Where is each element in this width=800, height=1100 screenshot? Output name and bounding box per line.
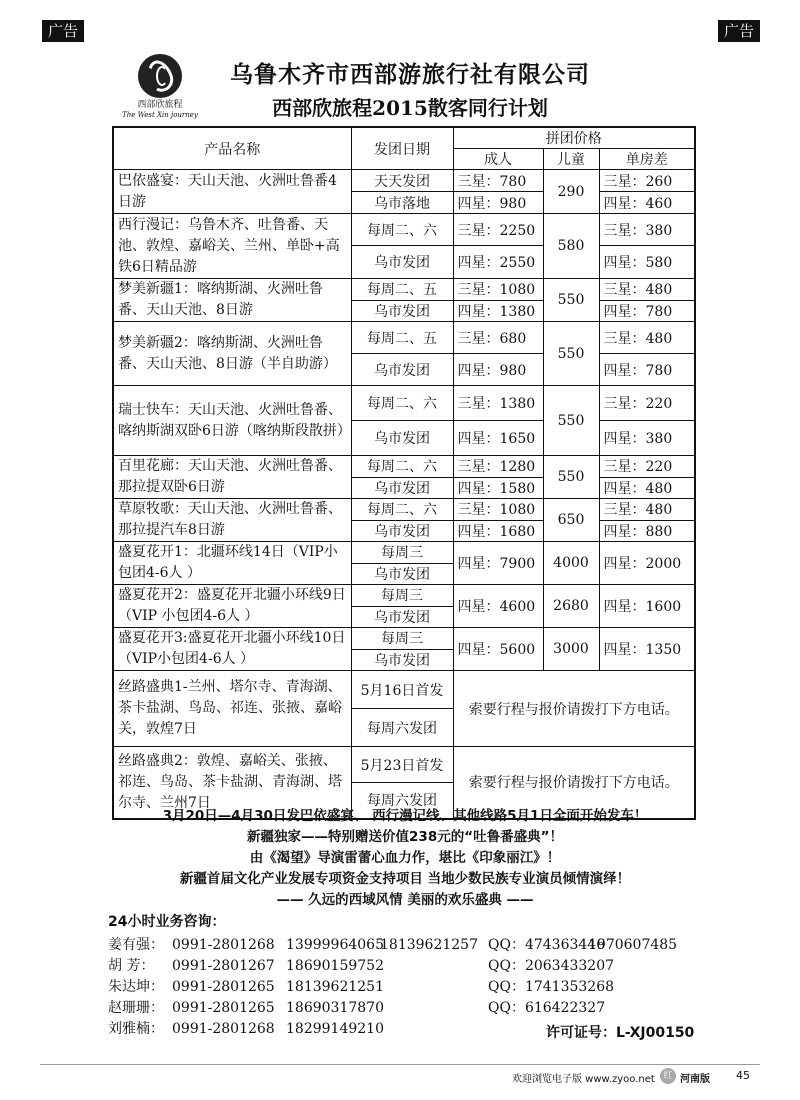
child-price: 580: [543, 214, 599, 279]
table-row: [113, 456, 695, 478]
contact-qq: QQ：2063433207: [488, 958, 615, 974]
child-price: 550: [543, 456, 599, 499]
promo-line: 新疆独家——特别赠送价值238元的“吐鲁番盛典”！: [247, 829, 563, 845]
child-price: 550: [543, 279, 599, 322]
adult-price-4star: 四星：5600: [453, 628, 543, 671]
adult-price-4star: 四星：980: [453, 354, 543, 386]
contact-mobile: 18690159752: [286, 958, 384, 974]
adult-price-4star: 四星：1380: [453, 300, 543, 322]
ad-label-left: 广告: [42, 20, 84, 42]
single-supplement-3star: 三星：260: [599, 170, 695, 192]
adult-price-4star: 四星：1650: [453, 421, 543, 456]
adult-price-4star: 四星：980: [453, 192, 543, 214]
depart-place: 每周六发团: [351, 783, 453, 819]
contact-row: [108, 998, 708, 1019]
child-price: 290: [543, 170, 599, 214]
contact-landline: 0991-2801267: [172, 958, 275, 974]
table-row: [113, 671, 695, 709]
product-name: 丝路盛典2：敦煌、嘉峪关、张掖、祁连、鸟岛、茶卡盐湖、青海湖、塔尔寺、兰州7日: [113, 747, 351, 819]
company-name: 乌鲁木齐市西部游旅行社有限公司: [230, 62, 590, 88]
adult-price-4star: 四星：1680: [453, 520, 543, 542]
header-price: 拼团价格: [453, 127, 695, 149]
adult-price-4star: 四星：1580: [453, 477, 543, 499]
single-supplement-4star: 四星：380: [599, 421, 695, 456]
product-name: 百里花廊：天山天池、火洲吐鲁番、那拉提双卧6日游: [113, 456, 351, 499]
single-supplement-4star: 四星：780: [599, 300, 695, 322]
single-supplement-3star: 三星：480: [599, 322, 695, 354]
contact-mobile: 18299149210: [286, 1021, 384, 1037]
depart-date: 每周三: [351, 628, 453, 650]
single-supplement-3star: 三星：220: [599, 386, 695, 421]
product-name: 盛夏花开3:盛夏花开北疆小环线10日（VIP小包团4-6人 ）: [113, 628, 351, 671]
header-child: 儿童: [543, 149, 599, 170]
table-row: [113, 499, 695, 521]
child-price: 2680: [543, 585, 599, 628]
adult-price-4star: 四星：4600: [453, 585, 543, 628]
depart-date: 每周三: [351, 542, 453, 564]
depart-place: 乌市发团: [351, 354, 453, 386]
logo-en-text: The West Xin journey: [122, 111, 198, 119]
depart-date: 5月16日首发: [351, 671, 453, 709]
table-row: [113, 279, 695, 301]
single-supplement-3star: 三星：380: [599, 214, 695, 246]
contact-row: [108, 977, 708, 998]
contact-landline: 0991-2801265: [172, 1000, 275, 1016]
depart-date: 每周二、五: [351, 279, 453, 301]
tour-price-table: [112, 126, 696, 820]
table-row: [113, 214, 695, 246]
contact-name: 朱达坤：: [108, 979, 164, 995]
child-price: 550: [543, 386, 599, 456]
footer-divider: [40, 1064, 760, 1065]
logo-swirl-icon: [138, 54, 182, 98]
table-row: [113, 585, 695, 607]
product-name: 梦美新疆1：喀纳斯湖、火洲吐鲁番、天山天池、8日游: [113, 279, 351, 322]
product-name: 盛夏花开1：北疆环线14日（VIP小包团4-6人 ）: [113, 542, 351, 585]
depart-place: 乌市发团: [351, 421, 453, 456]
depart-place: 乌市发团: [351, 563, 453, 585]
product-name: 丝路盛典1-兰州、塔尔寺、青海湖、茶卡盐湖、鸟岛、祁连、张掖、嘉峪关，敦煌7日: [113, 671, 351, 747]
contact-row: [108, 956, 708, 977]
single-supplement-4star: 四星：480: [599, 477, 695, 499]
single-supplement-4star: 四星：880: [599, 520, 695, 542]
contact-qq-2: 1970607485: [588, 937, 678, 953]
adult-price-3star: 三星：1280: [453, 456, 543, 478]
header-date: 发团日期: [351, 127, 453, 170]
contact-landline: 0991-2801268: [172, 937, 275, 953]
promo-line: —— 久远的西域风情 美丽的欢乐盛典 ——: [276, 892, 534, 908]
child-price: 4000: [543, 542, 599, 585]
page-footer: [0, 1060, 800, 1100]
ad-label-right: 广告: [718, 20, 760, 42]
depart-place: 每周六发团: [351, 709, 453, 747]
product-name: 西行漫记：乌鲁木齐、吐鲁番、天池、敦煌、嘉峪关、兰州、单卧+高铁6日精品游: [113, 214, 351, 279]
single-supplement-4star: 四星：580: [599, 246, 695, 279]
child-price: 3000: [543, 628, 599, 671]
magazine-logo-icon: 红: [660, 1068, 676, 1084]
contact-qq: QQ：1741353268: [488, 979, 615, 995]
adult-price-3star: 三星：680: [453, 322, 543, 354]
header-product: 产品名称: [113, 127, 351, 170]
depart-place: 乌市发团: [351, 606, 453, 628]
contact-mobile-2: 18139621257: [380, 937, 478, 953]
contact-note: 索要行程与报价请拨打下方电话。: [453, 747, 695, 819]
plan-title: 西部欣旅程2015散客同行计划: [272, 96, 548, 120]
header-single: 单房差: [599, 149, 695, 170]
single-supplement-4star: 四星：1350: [599, 628, 695, 671]
footer-link[interactable]: 欢迎浏览电子版 www.zyoo.net: [512, 1074, 655, 1085]
logo-cn-text: 西部欣旅程: [137, 100, 183, 110]
single-supplement-3star: 三星：480: [599, 499, 695, 521]
table-row: [113, 747, 695, 783]
contact-qq: QQ：616422327: [488, 1000, 606, 1016]
depart-date: 5月23日首发: [351, 747, 453, 783]
single-supplement-3star: 三星：480: [599, 279, 695, 301]
contact-list: [108, 912, 708, 1040]
single-supplement-4star: 四星：460: [599, 192, 695, 214]
company-logo: [120, 54, 200, 120]
adult-price-4star: 四星：2550: [453, 246, 543, 279]
promo-line: 由《渴望》导演雷蕾心血力作，堪比《印象丽江》！: [249, 850, 561, 866]
table-row: [113, 628, 695, 650]
depart-place: 乌市落地: [351, 192, 453, 214]
child-price: 650: [543, 499, 599, 542]
contact-name: 姜有强：: [108, 937, 164, 953]
promo-line: 新疆首届文化产业发展专项资金支持项目 当地少数民族专业演员倾情演绎！: [179, 871, 631, 887]
depart-date: 每周二、六: [351, 456, 453, 478]
adult-price-3star: 三星：1080: [453, 279, 543, 301]
adult-price-3star: 三星：1080: [453, 499, 543, 521]
contact-row: [108, 935, 708, 956]
adult-price-3star: 三星：2250: [453, 214, 543, 246]
table-row: [113, 322, 695, 354]
adult-price-3star: 三星：1380: [453, 386, 543, 421]
table-row: [113, 170, 695, 192]
depart-place: 乌市发团: [351, 520, 453, 542]
depart-date: 每周二、六: [351, 499, 453, 521]
header-adult: 成人: [453, 149, 543, 170]
contact-name: 赵珊珊：: [108, 1000, 164, 1016]
product-name: 盛夏花开2：盛夏花开北疆小环线9日（VIP 小包团4-6人 ）: [113, 585, 351, 628]
product-name: 梦美新疆2：喀纳斯湖、火洲吐鲁番、天山天池、8日游（半自助游）: [113, 322, 351, 386]
contact-mobile: 13999964065: [286, 937, 384, 953]
single-supplement-4star: 四星：780: [599, 354, 695, 386]
contact-qq: QQ：474363446: [488, 937, 606, 953]
depart-place: 乌市发团: [351, 300, 453, 322]
contact-note: 索要行程与报价请拨打下方电话。: [453, 671, 695, 747]
adult-price-3star: 三星：780: [453, 170, 543, 192]
contact-name: 刘雅楠：: [108, 1021, 164, 1037]
single-supplement-3star: 三星：220: [599, 456, 695, 478]
depart-date: 每周二、六: [351, 214, 453, 246]
single-supplement-4star: 四星：2000: [599, 542, 695, 585]
edition-label: 河南版: [680, 1074, 710, 1085]
depart-date: 天天发团: [351, 170, 453, 192]
contact-name: 胡 芳：: [108, 958, 155, 974]
license-number: 许可证号：L-XJ00150: [546, 1025, 695, 1041]
contact-mobile: 18690317870: [286, 1000, 384, 1016]
table-row: [113, 386, 695, 421]
depart-date: 每周三: [351, 585, 453, 607]
product-name: 巴依盛宴：天山天池、火洲吐鲁番4日游: [113, 170, 351, 214]
product-name: 草原牧歌：天山天池、火洲吐鲁番、那拉提汽车8日游: [113, 499, 351, 542]
depart-place: 乌市发团: [351, 477, 453, 499]
product-name: 瑞士快车：天山天池、火洲吐鲁番、喀纳斯湖双卧6日游（喀纳斯段散拼）: [113, 386, 351, 456]
contact-landline: 0991-2801265: [172, 979, 275, 995]
depart-date: 每周二、六: [351, 386, 453, 421]
depart-date: 每周二、五: [351, 322, 453, 354]
promo-notes: [100, 806, 710, 911]
page-number: 45: [736, 1069, 750, 1082]
contact-heading: 24小时业务咨询：: [108, 914, 226, 930]
depart-place: 乌市发团: [351, 649, 453, 671]
single-supplement-4star: 四星：1600: [599, 585, 695, 628]
depart-place: 乌市发团: [351, 246, 453, 279]
adult-price-4star: 四星：7900: [453, 542, 543, 585]
contact-mobile: 18139621251: [286, 979, 384, 995]
table-row: [113, 542, 695, 564]
contact-landline: 0991-2801268: [172, 1021, 275, 1037]
promo-line: 3月20日—4月30日发巴依盛宴、 西行漫记线、其他线路5月1日全面开始发车！: [162, 808, 648, 824]
child-price: 550: [543, 322, 599, 386]
